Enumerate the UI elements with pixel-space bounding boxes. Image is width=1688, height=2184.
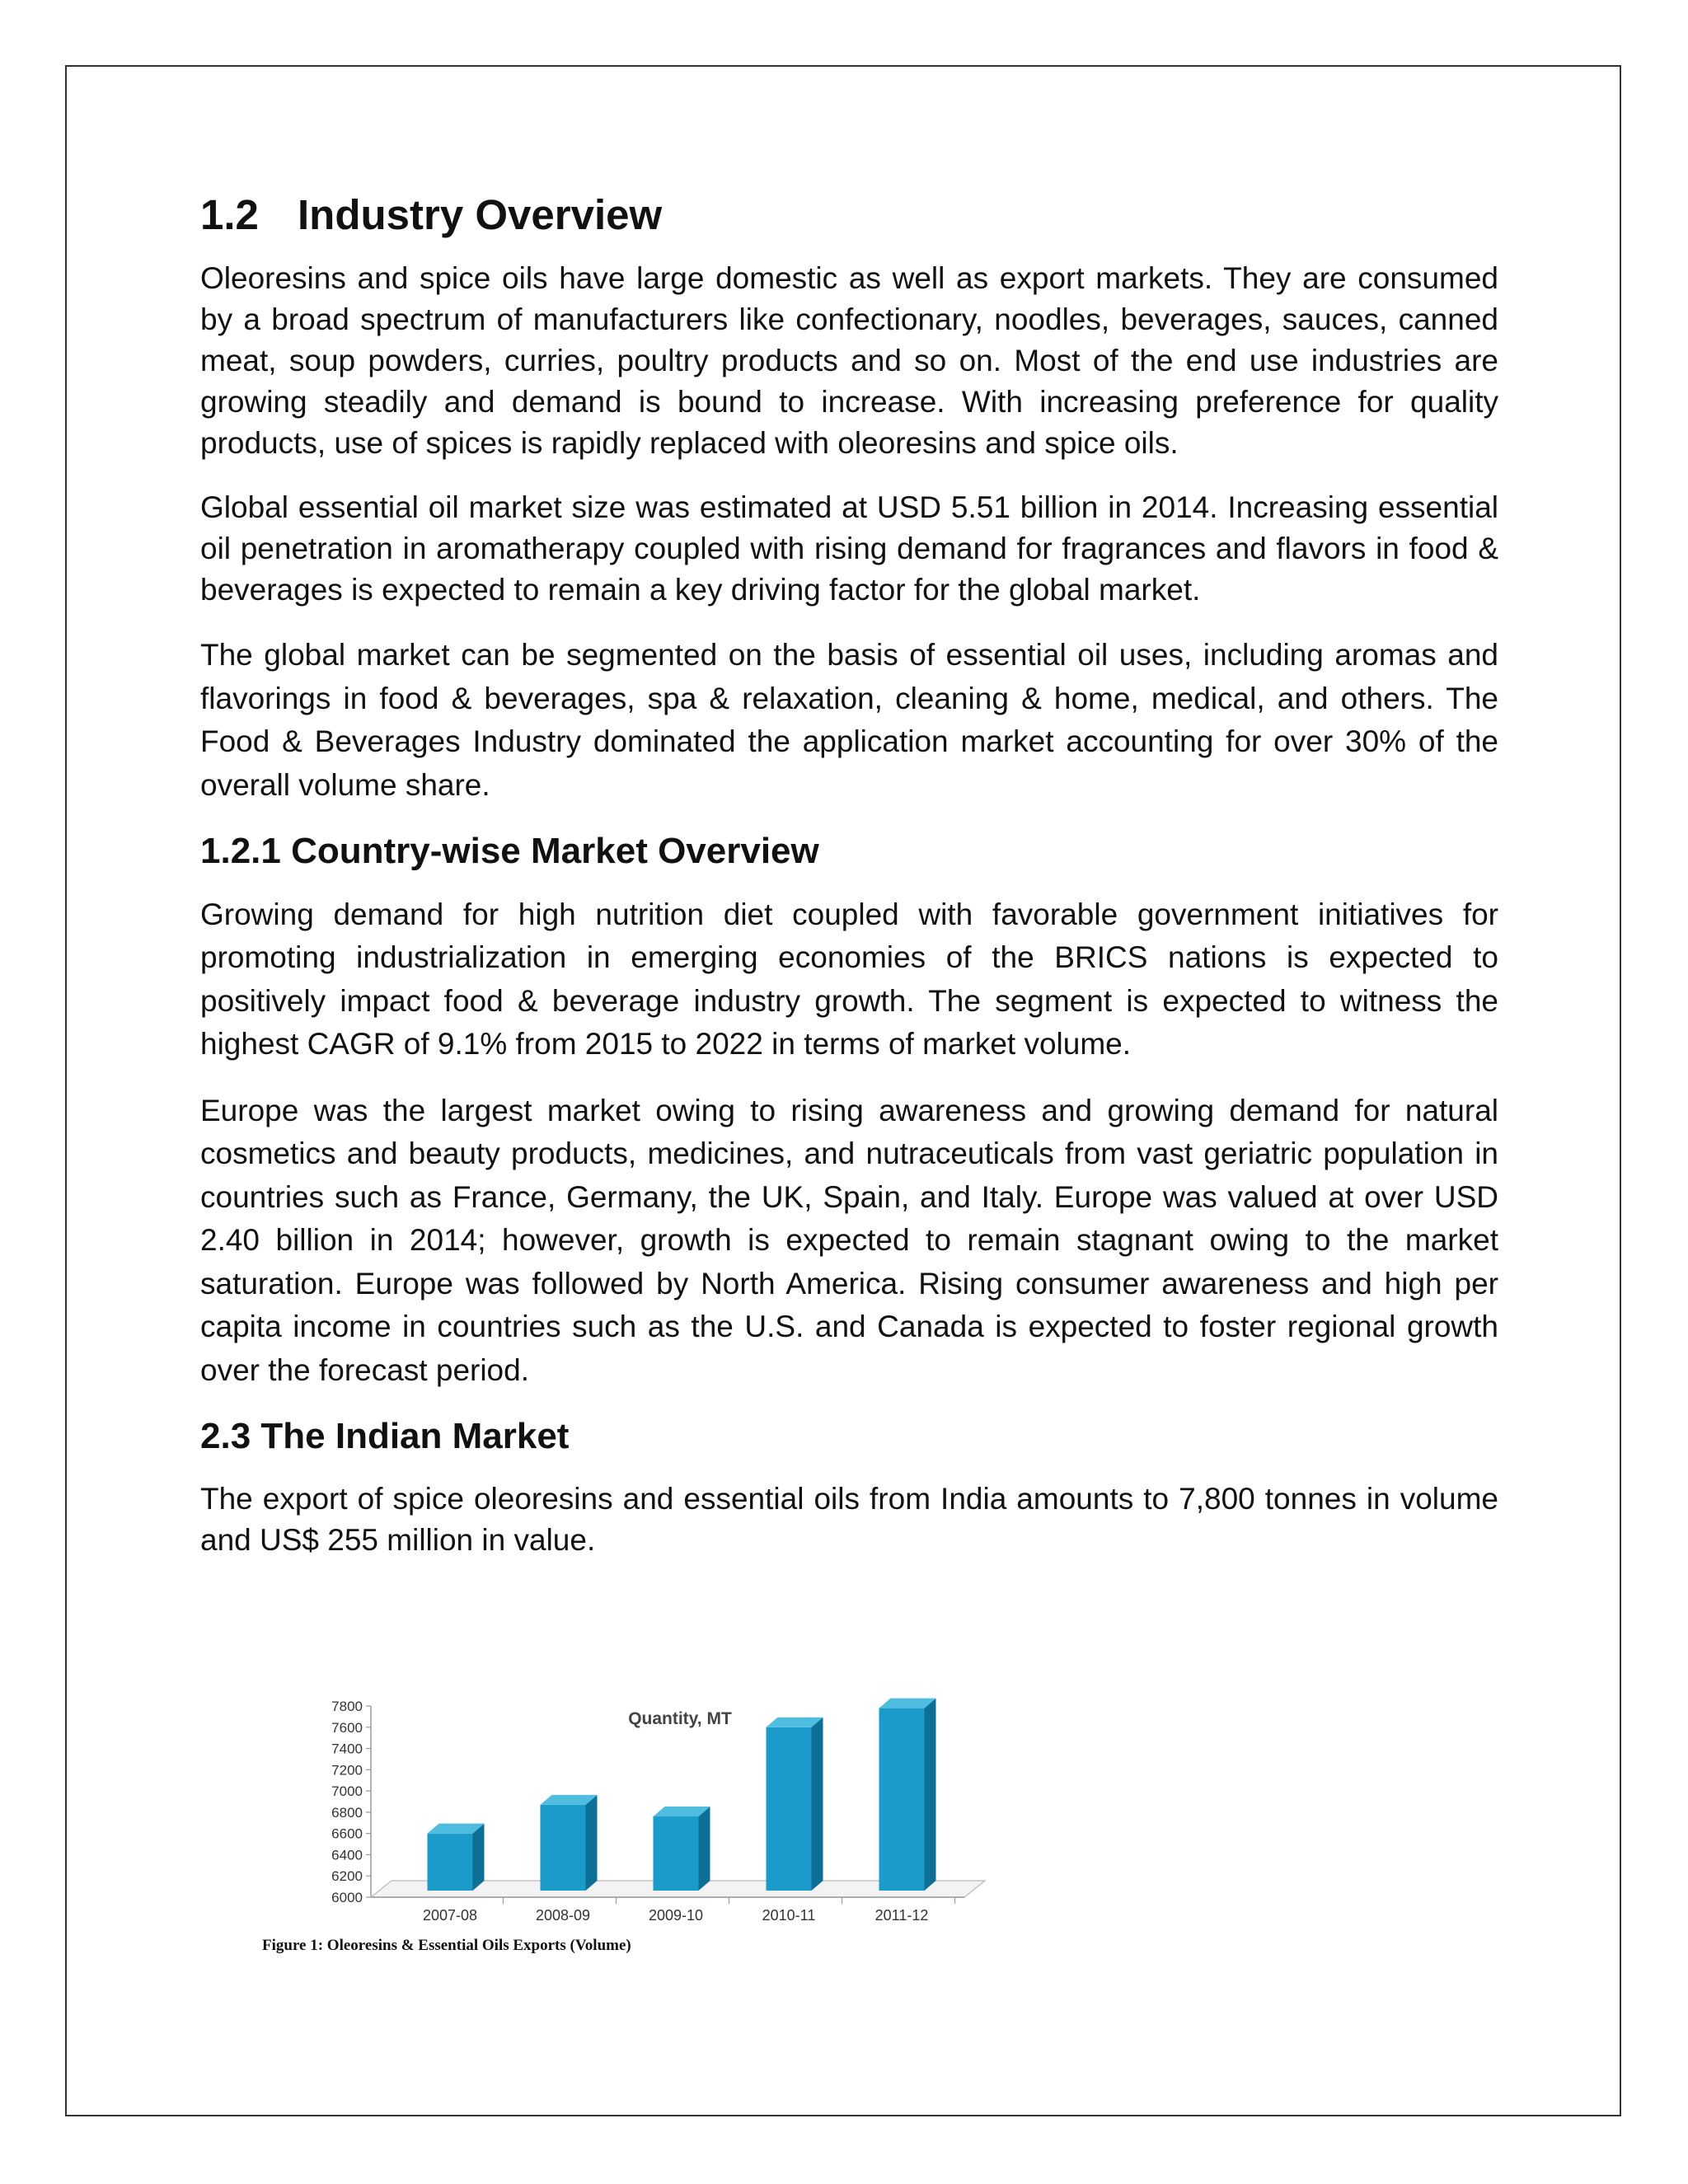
bar-side-2011-12 bbox=[925, 1699, 936, 1891]
y-tick-label-6000: 6000 bbox=[331, 1890, 363, 1905]
x-tick-label-2008-09: 2008-09 bbox=[535, 1907, 591, 1924]
bar-2010-11 bbox=[767, 1727, 812, 1891]
section-heading bbox=[200, 190, 1498, 240]
y-tick-label-7000: 7000 bbox=[331, 1783, 363, 1800]
bar-2007-08 bbox=[428, 1834, 473, 1891]
bar-2008-09 bbox=[541, 1805, 586, 1891]
bar-side-2007-08 bbox=[473, 1824, 485, 1891]
y-tick-label-7600: 7600 bbox=[331, 1719, 363, 1736]
y-tick-label-7800: 7800 bbox=[331, 1699, 363, 1714]
y-tick-label-6600: 6600 bbox=[331, 1825, 363, 1842]
indian-market-heading: 2.3 The Indian Market bbox=[200, 1416, 570, 1457]
figure-caption bbox=[262, 1937, 631, 1955]
paragraph-segmentation: The global market can be segmented on the basis of essential oil uses, including aromas and flavorings in food & beverages, spa & relaxation, cleaning & home, medical, and others. The Food & Beverages Industry dominated the application market accounting for over 30% of the overall volume share. bbox=[200, 638, 1498, 802]
bar-side-2008-09 bbox=[586, 1795, 598, 1891]
x-tick-label-2007-08: 2007-08 bbox=[422, 1907, 478, 1924]
document-body bbox=[200, 190, 1498, 1584]
section-title: Industry Overview bbox=[298, 191, 663, 238]
paragraph-oleoresins: Oleoresins and spice oils have large domestic as well as export markets. They are consumed by a broad spectrum of manufacturers like confectionary, noodles, beverages, sauces, canned meat, soup powders, curries, poultry products and so on. Most of the end use industries are growing steadily and demand is bound to increase. With increasing preference for quality products, use of spices is rapidly replaced with oleoresins and spice oils. bbox=[200, 261, 1498, 461]
bar-2011-12 bbox=[879, 1708, 925, 1891]
bar-side-2010-11 bbox=[812, 1718, 823, 1891]
exports-chart-svg bbox=[247, 1688, 1022, 1935]
y-tick-label-7400: 7400 bbox=[331, 1741, 363, 1757]
bar-2009-10 bbox=[654, 1816, 699, 1891]
figure-caption-prefix: Figure 1 bbox=[262, 1937, 318, 1954]
chart-title: Quantity, MT bbox=[628, 1709, 732, 1728]
figure-caption-text: : Oleoresins & Essential Oils Exports (Volume) bbox=[317, 1937, 631, 1954]
section-number: 1.2 bbox=[200, 191, 259, 238]
y-tick-label-6200: 6200 bbox=[331, 1868, 363, 1885]
exports-chart bbox=[247, 1688, 1022, 1968]
bar-side-2009-10 bbox=[699, 1807, 710, 1891]
x-tick-label-2010-11: 2010-11 bbox=[762, 1907, 816, 1924]
paragraph-brics: Growing demand for high nutrition diet coupled with favorable government initiatives for promoting industrialization in emerging economies of the BRICS nations is expected to positively impact food & beverage industry growth. The segment is expected to witness the highest CAGR of 9.1% from 2015 to 2022 in terms of market volume. bbox=[200, 897, 1498, 1062]
paragraph-global-market-size: Global essential oil market size was estimated at USD 5.51 billion in 2014. Increasing essential oil penetration in aromatherapy coupled with rising demand for fragrances and flavors in food & beverages is expected to remain a key driving factor for the global market. bbox=[200, 490, 1498, 607]
x-tick-label-2011-12: 2011-12 bbox=[874, 1907, 929, 1924]
paragraph-europe: Europe was the largest market owing to rising awareness and growing demand for natural cosmetics and beauty products, medicines, and nutraceuticals from vast geriatric population in countries such as France, Germany, the UK, Spain, and Italy. Europe was valued at over USD 2.40 billion in 2014; however, growth is expected to remain stagnant owing to the market saturation. Europe was followed by North America. Rising consumer awareness and high per capita income in countries such as the U.S. and Canada is expected to foster regional growth over the forecast period. bbox=[200, 1093, 1498, 1387]
y-tick-label-7200: 7200 bbox=[331, 1762, 363, 1779]
paragraph-indian-exports: The export of spice oleoresins and essential oils from India amounts to 7,800 tonnes in volume and US$ 255 million in value. bbox=[200, 1482, 1498, 1558]
subsection-heading: 1.2.1 Country-wise Market Overview bbox=[200, 831, 819, 872]
x-tick-label-2009-10: 2009-10 bbox=[648, 1907, 704, 1924]
y-tick-label-6800: 6800 bbox=[331, 1804, 363, 1821]
y-tick-label-6400: 6400 bbox=[331, 1847, 363, 1863]
